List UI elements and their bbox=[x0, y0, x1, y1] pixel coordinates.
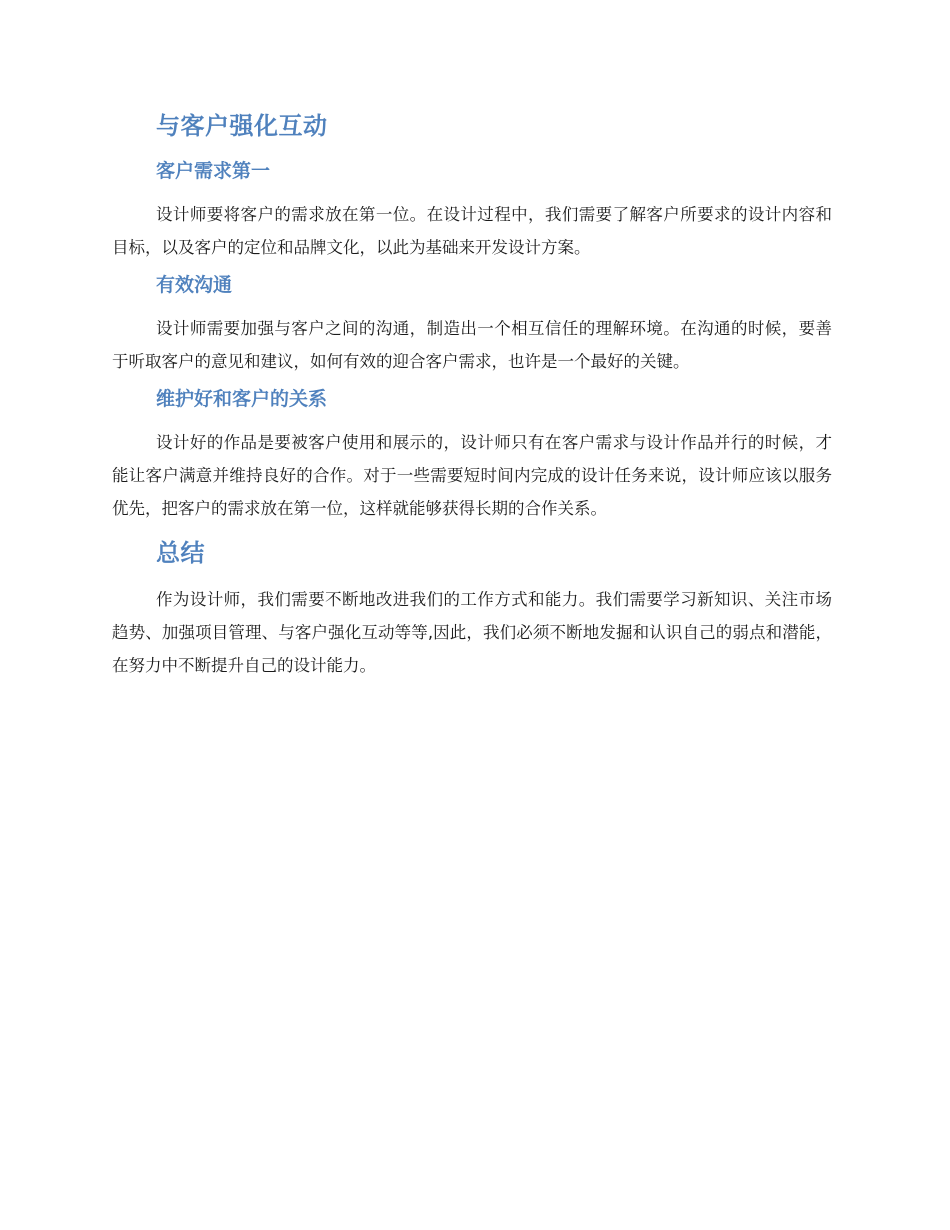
document-content bbox=[112, 108, 832, 682]
section-heading-main: 与客户强化互动 bbox=[156, 112, 328, 140]
paragraph-summary: 作为设计师，我们需要不断地改进我们的工作方式和能力。我们需要学习新知识、关注市场趋势、加强项目管理、与客户强化互动等等,因此，我们必须不断地发掘和认识自己的弱点和潜能，在努力中不断提升自己的设计能力。 bbox=[112, 590, 832, 675]
paragraph-customer-needs-first: 设计师要将客户的需求放在第一位。在设计过程中，我们需要了解客户所要求的设计内容和目标，以及客户的定位和品牌文化，以此为基础来开发设计方案。 bbox=[112, 205, 832, 257]
paragraph-maintain-relationship: 设计好的作品是要被客户使用和展示的，设计师只有在客户需求与设计作品并行的时候，才能让客户满意并维持良好的合作。对于一些需要短时间内完成的设计任务来说，设计师应该以服务优先，把客户的需求放在第一位，这样就能够获得长期的合作关系。 bbox=[112, 433, 832, 518]
subheading-customer-needs-first: 客户需求第一 bbox=[156, 160, 271, 182]
subheading-maintain-relationship: 维护好和客户的关系 bbox=[156, 388, 328, 410]
subheading-effective-communication: 有效沟通 bbox=[156, 274, 233, 296]
paragraph-effective-communication: 设计师需要加强与客户之间的沟通，制造出一个相互信任的理解环境。在沟通的时候，要善于听取客户的意见和建议，如何有效的迎合客户需求，也许是一个最好的关键。 bbox=[112, 319, 832, 371]
section-heading-summary: 总结 bbox=[156, 539, 205, 567]
